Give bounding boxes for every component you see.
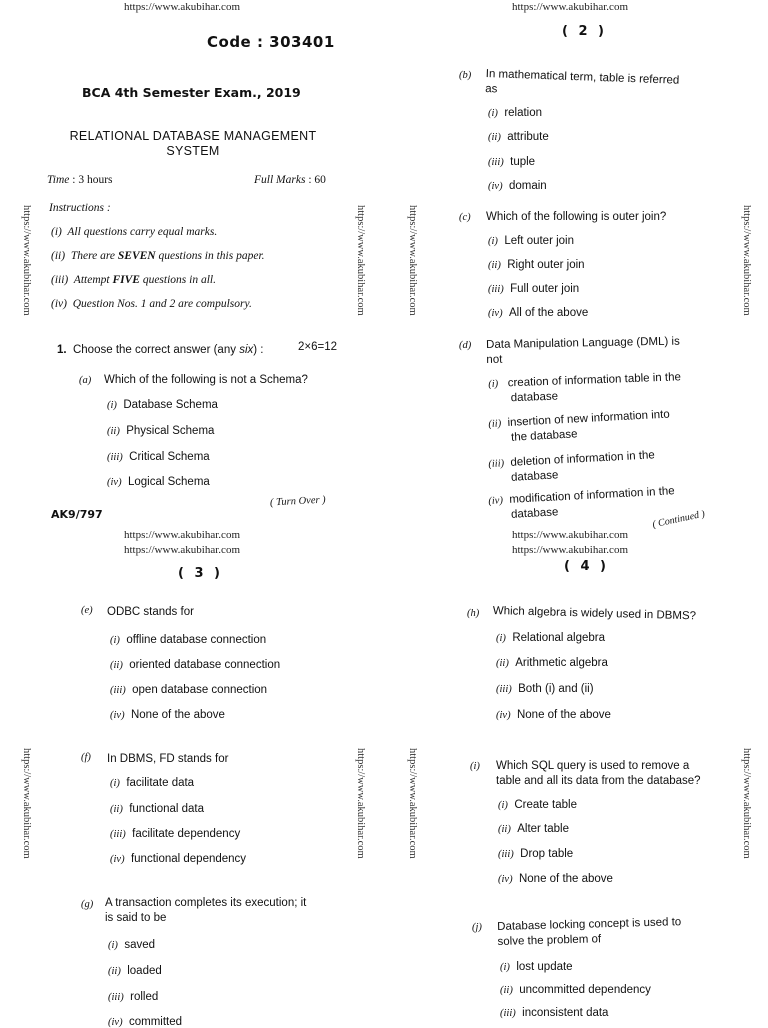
option-item bbox=[488, 131, 549, 143]
question-label: (b) bbox=[459, 70, 472, 81]
source-url[interactable]: https://www.akubihar.com bbox=[512, 529, 628, 541]
question-text-line: A transaction completes its execution; it bbox=[105, 897, 307, 909]
option-text: None of the above bbox=[518, 873, 613, 885]
question-text-line: not bbox=[486, 353, 503, 366]
option-text: Alter table bbox=[517, 823, 569, 835]
option-text: saved bbox=[124, 939, 155, 951]
instruction-text: questions in this paper. bbox=[155, 250, 265, 262]
option-text: lost update bbox=[516, 961, 573, 973]
option-number: (iv) bbox=[488, 495, 504, 507]
option-text: domain bbox=[508, 180, 547, 192]
option-item bbox=[498, 873, 613, 885]
source-url-top-left[interactable]: https://www.akubihar.com bbox=[124, 1, 240, 13]
option-item bbox=[110, 828, 240, 840]
option-item bbox=[496, 683, 594, 695]
option-text: functional data bbox=[129, 803, 205, 815]
question-text: ) : bbox=[253, 344, 264, 356]
option-text: oriented database connection bbox=[129, 659, 281, 671]
subject-line-1: RELATIONAL DATABASE MANAGEMENT bbox=[69, 129, 317, 143]
option-item bbox=[488, 180, 547, 192]
question-text-line: Database locking concept is used to bbox=[497, 916, 682, 933]
option-text: Database Schema bbox=[123, 399, 218, 411]
option-text: Left outer join bbox=[504, 235, 574, 247]
source-url-top-right[interactable]: https://www.akubihar.com bbox=[512, 1, 628, 13]
option-item bbox=[488, 156, 535, 168]
option-text: the database bbox=[510, 428, 578, 444]
side-url-watermark: https://www.akubihar.com bbox=[21, 748, 32, 859]
question-text bbox=[486, 335, 680, 368]
question-label: (j) bbox=[472, 922, 482, 933]
option-text: uncommitted dependency bbox=[519, 984, 651, 996]
option-text: Both (i) and (ii) bbox=[518, 683, 594, 695]
option-text: tuple bbox=[510, 156, 536, 168]
source-url[interactable]: https://www.akubihar.com bbox=[124, 529, 240, 541]
option-number: (ii) bbox=[488, 260, 501, 271]
instruction-number: (iv) bbox=[51, 298, 67, 310]
option-number: (iii) bbox=[496, 684, 512, 695]
time-allowed bbox=[47, 174, 113, 186]
option-text: facilitate data bbox=[126, 777, 195, 789]
instruction-text: Question Nos. 1 and 2 are compulsory. bbox=[72, 298, 252, 310]
question-text: ODBC stands for bbox=[107, 606, 194, 618]
option-number: (iv) bbox=[110, 710, 125, 721]
time-label: Time bbox=[47, 174, 70, 186]
option-item bbox=[110, 684, 267, 696]
side-url-watermark: https://www.akubihar.com bbox=[407, 748, 418, 859]
question-text: Choose the correct answer (any bbox=[72, 344, 236, 356]
option-text: database bbox=[510, 506, 559, 521]
option-item bbox=[110, 803, 204, 815]
option-text: rolled bbox=[130, 991, 159, 1003]
option-text: Logical Schema bbox=[127, 476, 210, 488]
option-item bbox=[500, 984, 651, 996]
option-item bbox=[488, 307, 588, 319]
option-number: (iv) bbox=[488, 181, 503, 192]
option-text: Physical Schema bbox=[126, 425, 215, 437]
option-item bbox=[107, 476, 210, 488]
option-number: (i) bbox=[110, 635, 120, 646]
instructions-heading: Instructions : bbox=[49, 202, 111, 214]
option-item bbox=[488, 283, 579, 295]
option-item bbox=[108, 965, 162, 977]
option-text: modification of information in the bbox=[508, 485, 675, 506]
side-url-watermark: https://www.akubihar.com bbox=[741, 205, 752, 316]
option-number: (iii) bbox=[500, 1008, 516, 1019]
page-number: ( 4 ) bbox=[564, 559, 609, 574]
full-marks bbox=[254, 174, 326, 186]
question-text-line: In mathematical term, table is referred bbox=[485, 67, 680, 87]
option-item bbox=[108, 991, 158, 1003]
instruction-text: There are bbox=[70, 250, 118, 262]
instruction-emphasis: FIVE bbox=[112, 274, 140, 286]
paper-code: Code : 303401 bbox=[207, 33, 335, 51]
time-value: : 3 hours bbox=[72, 174, 113, 186]
option-text: creation of information table in the bbox=[507, 371, 682, 390]
question-label: (a) bbox=[79, 375, 92, 386]
option-text: All of the above bbox=[508, 307, 589, 319]
question-text-line: as bbox=[485, 82, 498, 96]
option-text: database bbox=[510, 469, 559, 484]
marks-label: Full Marks bbox=[254, 174, 306, 186]
question-1-marks: 2×6=12 bbox=[298, 341, 338, 353]
source-url[interactable]: https://www.akubihar.com bbox=[124, 544, 240, 556]
page-number: ( 2 ) bbox=[562, 24, 607, 39]
option-item bbox=[488, 484, 676, 524]
option-item bbox=[496, 657, 608, 669]
option-text: Right outer join bbox=[507, 259, 585, 271]
instruction-text: questions in all. bbox=[139, 274, 216, 286]
question-label: (d) bbox=[459, 340, 472, 351]
option-text: Arithmetic algebra bbox=[515, 657, 608, 669]
marks-value: : 60 bbox=[308, 174, 326, 186]
option-number: (iv) bbox=[498, 874, 513, 885]
question-label: (g) bbox=[81, 899, 94, 910]
option-number: (iii) bbox=[110, 685, 126, 696]
instruction-number: (ii) bbox=[51, 250, 66, 262]
question-label: (c) bbox=[459, 212, 471, 223]
side-url-watermark: https://www.akubihar.com bbox=[21, 205, 32, 316]
exam-title: BCA 4th Semester Exam., 2019 bbox=[82, 85, 301, 100]
option-number: (ii) bbox=[488, 418, 502, 430]
option-item bbox=[488, 448, 656, 487]
question-label: (e) bbox=[81, 605, 93, 616]
option-item bbox=[110, 634, 266, 646]
option-item bbox=[496, 709, 611, 721]
option-item bbox=[107, 425, 214, 437]
side-url-watermark: https://www.akubihar.com bbox=[355, 748, 366, 859]
option-text: insertion of new information into bbox=[507, 408, 671, 429]
option-item bbox=[500, 1007, 608, 1019]
option-number: (iii) bbox=[498, 849, 514, 860]
option-item bbox=[498, 799, 577, 811]
question-1 bbox=[57, 343, 263, 358]
option-item bbox=[488, 107, 542, 119]
option-text: deletion of information in the bbox=[510, 449, 656, 469]
side-url-watermark: https://www.akubihar.com bbox=[407, 205, 418, 316]
option-number: (ii) bbox=[110, 804, 123, 815]
option-number: (iii) bbox=[107, 452, 123, 463]
question-text-line: Data Manipulation Language (DML) is bbox=[486, 335, 680, 351]
question-text-line: solve the problem of bbox=[497, 933, 602, 948]
option-item bbox=[498, 823, 569, 835]
option-number: (i) bbox=[488, 108, 498, 119]
question-text-emphasis: six bbox=[239, 344, 254, 356]
option-text: loaded bbox=[127, 965, 162, 977]
continued-note: ( Continued ) bbox=[651, 508, 706, 531]
option-text: database bbox=[510, 390, 559, 405]
option-text: committed bbox=[128, 1016, 183, 1028]
question-text bbox=[497, 915, 682, 950]
option-number: (iv) bbox=[488, 308, 503, 319]
option-number: (ii) bbox=[108, 966, 121, 977]
option-number: (iii) bbox=[110, 829, 126, 840]
option-number: (i) bbox=[496, 633, 506, 644]
instruction-item bbox=[51, 250, 265, 262]
question-label: (h) bbox=[467, 608, 480, 619]
instruction-item bbox=[51, 274, 216, 286]
question-text bbox=[496, 759, 701, 789]
option-text: Drop table bbox=[520, 848, 574, 860]
option-item bbox=[107, 399, 218, 411]
option-item bbox=[498, 848, 573, 860]
option-number: (ii) bbox=[500, 985, 513, 996]
option-number: (iii) bbox=[488, 458, 505, 470]
question-text bbox=[105, 896, 306, 926]
option-number: (i) bbox=[108, 940, 118, 951]
question-text-line: is said to be bbox=[105, 912, 167, 924]
question-number: 1. bbox=[57, 344, 67, 356]
option-number: (iv) bbox=[110, 854, 125, 865]
option-text: offline database connection bbox=[126, 634, 267, 646]
option-text: facilitate dependency bbox=[132, 828, 241, 840]
side-url-watermark: https://www.akubihar.com bbox=[741, 748, 752, 859]
option-number: (i) bbox=[107, 400, 117, 411]
option-text: None of the above bbox=[130, 709, 225, 721]
option-number: (ii) bbox=[498, 824, 511, 835]
option-number: (iii) bbox=[108, 992, 124, 1003]
option-number: (ii) bbox=[488, 132, 501, 143]
option-item bbox=[110, 777, 194, 789]
option-text: Create table bbox=[514, 799, 577, 811]
question-text: In DBMS, FD stands for bbox=[107, 753, 229, 765]
footer-code: AK9/797 bbox=[51, 508, 103, 521]
option-number: (iii) bbox=[488, 284, 504, 295]
subject-title bbox=[58, 129, 328, 159]
question-text: Which algebra is widely used in DBMS? bbox=[492, 604, 697, 623]
source-url[interactable]: https://www.akubihar.com bbox=[512, 544, 628, 556]
question-text-line: Which SQL query is used to remove a bbox=[496, 760, 690, 772]
question-label: (i) bbox=[470, 761, 480, 772]
option-text: Relational algebra bbox=[512, 632, 606, 644]
option-item bbox=[488, 407, 671, 446]
option-text: Critical Schema bbox=[129, 451, 210, 463]
question-text bbox=[485, 67, 680, 104]
option-item bbox=[488, 235, 574, 247]
option-text: Full outer join bbox=[510, 283, 580, 295]
option-item bbox=[110, 659, 280, 671]
side-url-watermark: https://www.akubihar.com bbox=[355, 205, 366, 316]
option-text: attribute bbox=[507, 131, 549, 143]
option-item bbox=[110, 709, 225, 721]
option-number: (i) bbox=[498, 800, 508, 811]
subject-line-2: SYSTEM bbox=[166, 144, 220, 158]
option-item bbox=[488, 259, 585, 271]
option-text: relation bbox=[504, 107, 543, 119]
option-text: inconsistent data bbox=[522, 1007, 609, 1019]
option-item bbox=[488, 370, 682, 407]
instruction-item bbox=[51, 226, 217, 238]
question-text: Which of the following is outer join? bbox=[486, 211, 667, 223]
option-number: (ii) bbox=[496, 658, 509, 669]
option-number: (iii) bbox=[488, 157, 504, 168]
instruction-emphasis: SEVEN bbox=[117, 250, 156, 262]
option-item bbox=[108, 939, 155, 951]
option-number: (i) bbox=[110, 778, 120, 789]
turn-over-note: ( Turn Over ) bbox=[269, 494, 326, 509]
option-number: (iv) bbox=[108, 1017, 123, 1028]
option-number: (i) bbox=[500, 962, 510, 973]
option-item bbox=[107, 451, 210, 463]
page-number: ( 3 ) bbox=[178, 566, 223, 581]
instruction-number: (i) bbox=[51, 226, 62, 238]
instruction-text: All questions carry equal marks. bbox=[67, 226, 218, 238]
question-text: Which of the following is not a Schema? bbox=[104, 374, 308, 386]
option-item bbox=[500, 961, 573, 973]
option-item bbox=[110, 853, 246, 865]
option-text: functional dependency bbox=[130, 853, 247, 865]
option-text: open database connection bbox=[132, 684, 268, 696]
option-text: None of the above bbox=[516, 709, 611, 721]
option-item bbox=[496, 632, 605, 644]
option-number: (ii) bbox=[107, 426, 120, 437]
option-number: (iv) bbox=[107, 477, 122, 488]
question-text-line: table and all its data from the database? bbox=[496, 775, 701, 787]
option-number: (i) bbox=[488, 378, 499, 390]
option-number: (ii) bbox=[110, 660, 123, 671]
instruction-text: Attempt bbox=[73, 274, 113, 286]
option-item bbox=[108, 1016, 182, 1028]
instruction-number: (iii) bbox=[51, 274, 69, 286]
question-label: (f) bbox=[81, 752, 91, 763]
option-number: (iv) bbox=[496, 710, 511, 721]
option-number: (i) bbox=[488, 236, 498, 247]
instruction-item bbox=[51, 298, 252, 310]
